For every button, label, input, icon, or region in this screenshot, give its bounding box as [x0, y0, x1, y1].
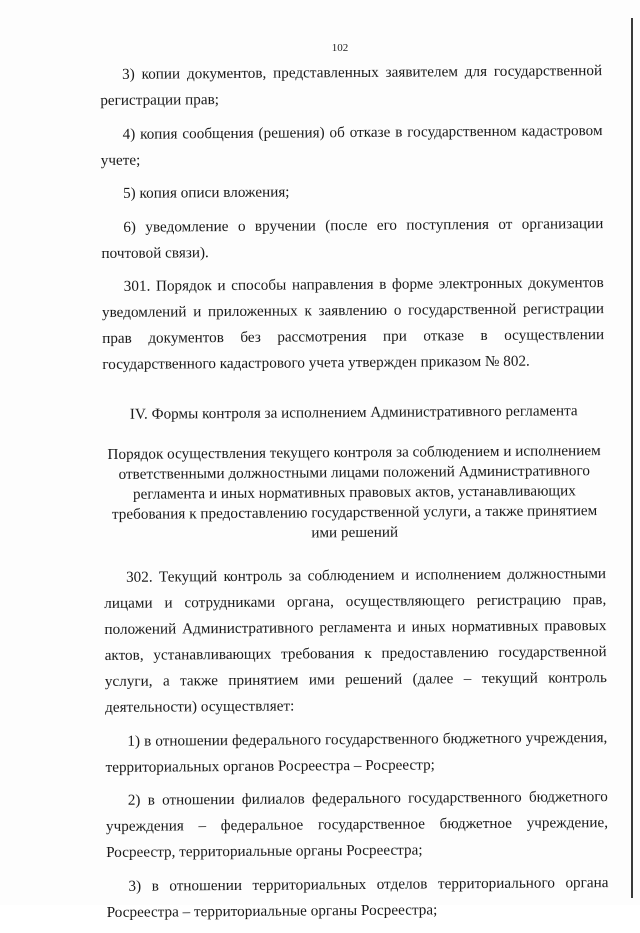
page-number: 102	[331, 42, 349, 54]
control-item-1: 1) в отношении федерального государственного бюджетного учреждения, территориальных органов Росреестра – Росреестр;	[105, 728, 608, 776]
paragraph-302: 302. Текущий контроль за соблюдением и исполнением должностными лицами и сотрудниками органа, осуществляющего регистрацию прав, положений Административного регламента и иных нормативных правовых актов, устанавливающих требования к предоставлению государственной услуги, а также принятием ими решений (далее – текущий контроль деятельности) осуществляет:	[104, 565, 607, 716]
list-item-5: 5) копия описи вложения;	[122, 183, 290, 202]
section-subheading: Порядок осуществления текущего контроля за соблюдением и исполнением ответственными должностными лицами положений Административного регламента и иных нормативных правовых актов, устанавливающих требования к предоставлению государственной услуги, а также принятием ими решений	[107, 442, 601, 542]
scan-edge-line	[631, 18, 633, 898]
section-heading: IV. Формы контроля за исполнением Административного регламента	[129, 402, 578, 423]
control-item-3: 3) в отношении территориальных отделов территориального органа Росреестра – территориальные органы Росреестра;	[106, 873, 609, 921]
list-item-6: 6) уведомление о вручении (после его поступления от организации почтовой связи).	[101, 214, 604, 262]
control-item-2: 2) в отношении филиалов федерального государственного бюджетного учреждения – федеральное государственное бюджетное учреждение, Росреестр, территориальные органы Росреестра;	[105, 788, 609, 861]
document-body	[100, 58, 609, 933]
list-item-4: 4) копия сообщения (решения) об отказе в государственном кадастровом учете;	[100, 121, 603, 169]
list-item-3: 3) копии документов, представленных заявителем для государственной регистрации прав;	[100, 62, 603, 109]
paragraph-301: 301. Порядок и способы направления в форме электронных документов уведомлений и приложенных к заявлению о государственной регистрации прав документов без рассмотрения при отказе в осуществлении государственного кадастрового учета утвержден приказом № 802.	[101, 274, 605, 373]
